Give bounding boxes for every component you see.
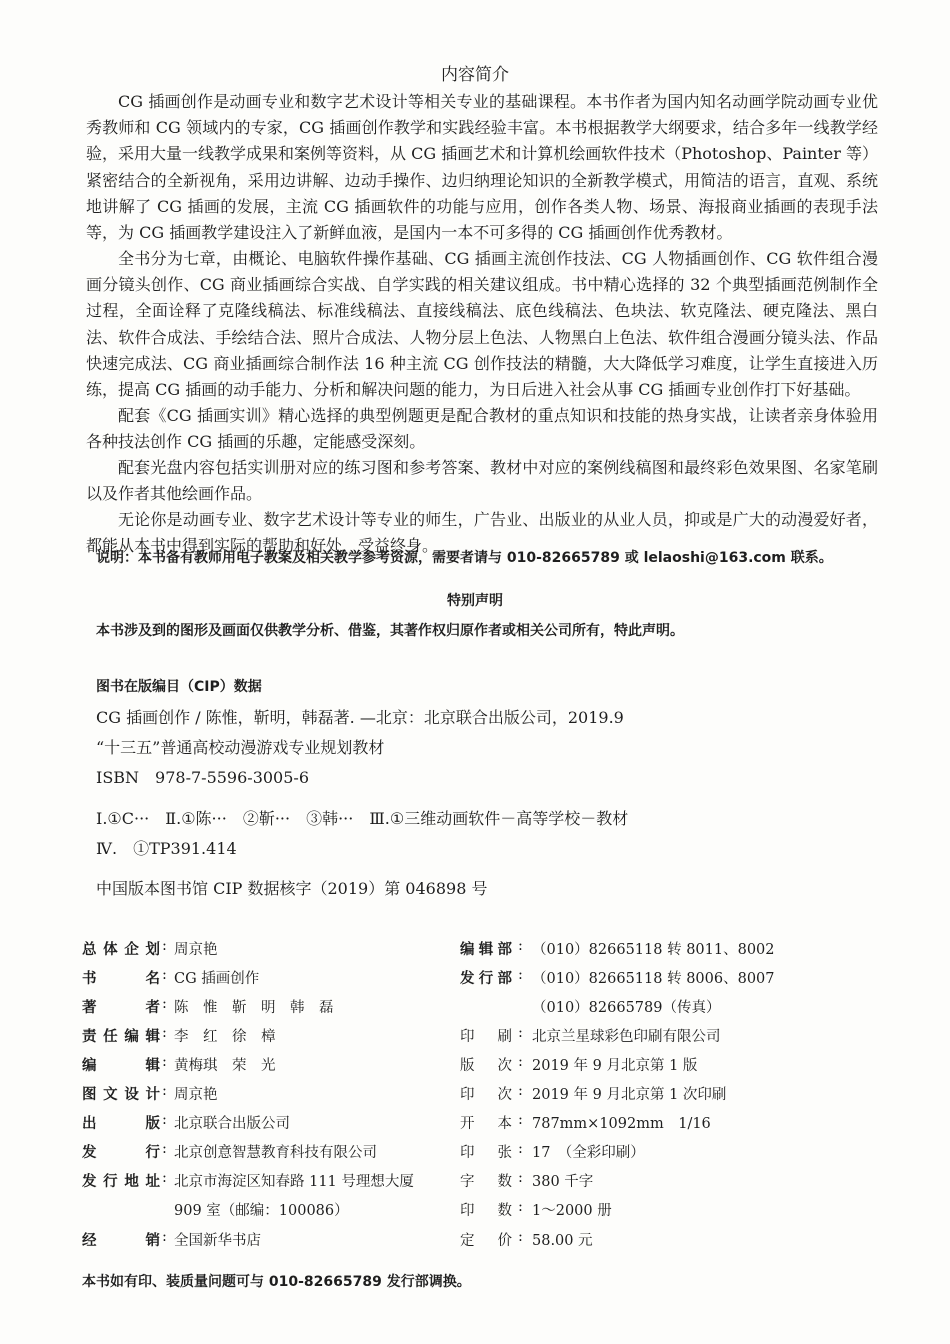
meta-value: 2019 年 9 月北京第 1 版 [532, 1058, 698, 1074]
cip-line: CG 插画创作 / 陈惟，靳明，韩磊著. —北京：北京联合出版公司，2019.9 [96, 708, 624, 727]
intro-paragraph: 无论你是动画专业、数字艺术设计等专业的师生，广告业、出版业的从业人员，抑或是广大的动漫爱好者，都能从本书中得到实际的帮助和好处，受益终身。 [86, 510, 878, 556]
colon: : [162, 967, 167, 983]
meta-value: 北京联合出版公司 [174, 1116, 290, 1132]
intro-paragraph: 全书分为七章，由概论、电脑软件操作基础、CG 插画主流创作技法、CG 人物插画创作、CG 软件组合漫画分镜头创作、CG 商业插画综合实战、自学实践的相关建议组成。书中精心选择的 32 个典型插画范例制作全过程，全面诠释了克隆线稿法、标准线稿法、直接线稿法、底色线稿法、色块法、软克隆法、硬克隆法、黑白法、软件合成法、手绘结合法、照片合成法、人物分层上色法、人物黑白上色法、软件组合漫画分镜头法、作品快速完成法、CG 商业插画综合制作法 16 种主流 CG 创作技法的精髓，大大降低学习难度，让学生直接进入历练，提高 CG 插画的动手能力、分析和解决问题的能力，为日后进入社会从事 CG 插画专业创作打下好基础。 [86, 249, 878, 400]
meta-label: 印刷 [460, 1029, 512, 1045]
colon: : [162, 1025, 167, 1041]
meta-label: 版次 [460, 1058, 512, 1074]
meta-value: 909 室（邮编：100086） [174, 1203, 349, 1219]
colon: : [518, 1199, 523, 1215]
colon: : [518, 1025, 523, 1041]
meta-value: CG 插画创作 [174, 971, 260, 987]
meta-label: 总体企划 [82, 942, 160, 958]
meta-value: 2019 年 9 月北京第 1 次印刷 [532, 1087, 727, 1103]
colon: : [162, 1083, 167, 1099]
resource-note: 说明：本书备有教师用电子教案及相关教学参考资源，需要者请与 010-82665789 或 lelaoshi@163.com 联系。 [96, 550, 833, 566]
intro-paragraph: CG 插画创作是动画专业和数字艺术设计等相关专业的基础课程。本书作者为国内知名动画学院动画专业优秀教师和 CG 领域内的专家，CG 插画创作教学和实践经验丰富。本书根据教学大纲要求，结合多年一线教学经验，采用大量一线教学成果和案例等资料，从 CG 插画艺术和计算机绘画软件技术（Photoshop、Painter 等）紧密结合的全新视角，采用边讲解、边动手操作、边归纳理论知识的全新教学模式，用简洁的语言，直观、系统地讲解了 CG 插画的发展，主流 CG 插画软件的功能与应用，创作各类人物、场景、海报商业插画的表现手法等，为 CG 插画教学建设注入了新鲜血液，是国内一本不可多得的 CG 插画创作优秀教材。 [86, 92, 878, 243]
colon: : [518, 967, 523, 983]
special-statement-title: 特别声明 [447, 593, 503, 609]
special-statement-text: 本书涉及到的图形及画面仅供教学分析、借鉴，其著作权归原作者或相关公司所有，特此声明。 [96, 623, 684, 639]
meta-value: （010）82665789（传真） [532, 1000, 721, 1016]
cip-heading: 图书在版编目（CIP）数据 [96, 679, 262, 695]
cip-line: “十三五”普通高校动漫游戏专业规划教材 [96, 738, 385, 757]
colon: : [162, 1054, 167, 1070]
meta-label: 印次 [460, 1087, 512, 1103]
colon: : [518, 1054, 523, 1070]
colon: : [518, 1141, 523, 1157]
meta-label: 著者 [82, 1000, 160, 1016]
meta-label: 发行地址 [82, 1174, 160, 1190]
meta-label: 书名 [82, 971, 160, 987]
meta-value: （010）82665118 转 8006、8007 [532, 971, 775, 987]
colon: : [162, 996, 167, 1012]
colon: : [518, 1112, 523, 1128]
meta-label: 发行部 [460, 971, 512, 987]
meta-value: 李 红 徐 樟 [174, 1029, 276, 1045]
colon: : [162, 1170, 167, 1186]
colon: : [162, 1229, 167, 1245]
cip-line: Ⅳ. ①TP391.414 [96, 839, 237, 858]
colon: : [518, 1229, 523, 1245]
meta-value: 380 千字 [532, 1174, 594, 1190]
meta-value: 北京创意智慧教育科技有限公司 [174, 1145, 377, 1161]
intro-paragraph: 配套光盘内容包括实训册对应的练习图和参考答案、教材中对应的案例线稿图和最终彩色效果图、名家笔刷以及作者其他绘画作品。 [86, 458, 878, 504]
meta-value: 陈 惟 靳 明 韩 磊 [174, 1000, 334, 1016]
meta-label: 发行 [82, 1145, 160, 1161]
meta-value: （010）82665118 转 8011、8002 [532, 942, 775, 958]
colon: : [162, 1112, 167, 1128]
footer-notice: 本书如有印、装质量问题可与 010-82665789 发行部调换。 [82, 1274, 471, 1290]
meta-value: 全国新华书店 [174, 1233, 261, 1249]
meta-value: 北京市海淀区知春路 111 号理想大厦 [174, 1174, 414, 1190]
intro-title: 内容简介 [441, 65, 509, 85]
meta-value: 黄梅琪 荣 光 [174, 1058, 276, 1074]
colon: : [162, 938, 167, 954]
intro-paragraph: 配套《CG 插画实训》精心选择的典型例题更是配合教材的重点知识和技能的热身实战，让读者亲身体验用各种技法创作 CG 插画的乐趣，定能感受深刻。 [86, 406, 878, 452]
cip-record-number: 中国版本图书馆 CIP 数据核字（2019）第 046898 号 [96, 879, 488, 898]
meta-label: 印张 [460, 1145, 512, 1161]
meta-value: 58.00 元 [532, 1233, 593, 1249]
meta-label: 编辑部 [460, 942, 512, 958]
meta-value: 787mm×1092mm 1/16 [532, 1116, 711, 1132]
meta-label: 经销 [82, 1233, 160, 1249]
meta-value: 周京艳 [174, 942, 218, 958]
meta-label: 开本 [460, 1116, 512, 1132]
meta-value: 1～2000 册 [532, 1203, 612, 1219]
colon: : [518, 1083, 523, 1099]
meta-label: 定价 [460, 1233, 512, 1249]
colon: : [162, 1141, 167, 1157]
meta-label: 编辑 [82, 1058, 160, 1074]
cip-isbn: ISBN 978-7-5596-3005-6 [96, 768, 310, 787]
colon: : [518, 938, 523, 954]
meta-value: 周京艳 [174, 1087, 218, 1103]
meta-label: 责任编辑 [82, 1029, 160, 1045]
meta-value: 北京兰星球彩色印刷有限公司 [532, 1029, 721, 1045]
meta-label: 印数 [460, 1203, 512, 1219]
meta-label: 图文设计 [82, 1087, 160, 1103]
meta-label: 出版 [82, 1116, 160, 1132]
meta-value: 17 （全彩印刷） [532, 1145, 645, 1161]
meta-label: 字数 [460, 1174, 512, 1190]
cip-line: Ⅰ.①C··· Ⅱ.①陈··· ②靳··· ③韩··· Ⅲ.①三维动画软件－高等学校－教材 [96, 809, 629, 828]
colon: : [518, 1170, 523, 1186]
